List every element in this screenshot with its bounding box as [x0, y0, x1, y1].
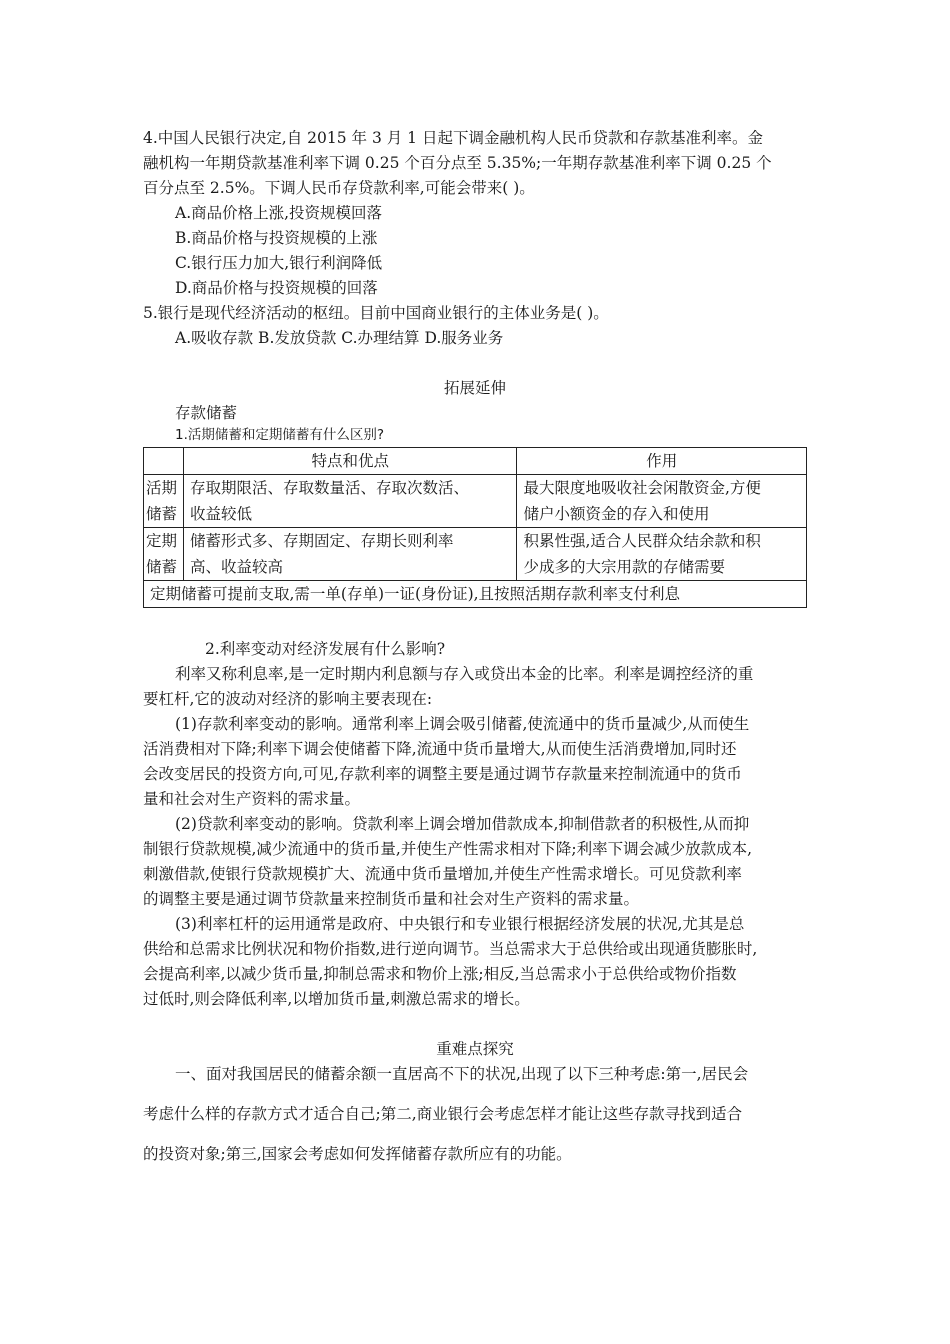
paragraph-2-line: 刺激借款,使银行贷款规模扩大、流通中货币量增加,并使生产性需求增长。可见贷款利率 [143, 865, 742, 883]
subquestion-1: 1.活期储蓄和定期储蓄有什么区别? [175, 427, 385, 443]
paragraph-2-line: (2)贷款利率变动的影响。贷款利率上调会增加借款成本,抑制借款者的积极性,从而抑 [175, 815, 750, 833]
row-label: 定期 储蓄 [144, 528, 184, 581]
paragraph-2-line: 制银行贷款规模,减少流通中的货币量,并使生产性需求相对下降;利率下调会减少放款成本, [143, 840, 753, 858]
paragraph-3-line: 供给和总需求比例状况和物价指数,进行逆向调节。当总需求大于总供给或出现通货膨胀时, [143, 940, 758, 958]
table-header-cell: 作用 [517, 448, 807, 475]
table-header-cell [144, 448, 184, 475]
q4-option-c: C.银行压力加大,银行利润降低 [175, 254, 383, 272]
section-heading-extension: 拓展延伸 [443, 379, 506, 397]
q4-stem-line-1: 4.中国人民银行决定,自 2015 年 3 月 1 日起下调金融机构人民币贷款和存款基准利率。金 [143, 129, 763, 147]
q5-options: A.吸收存款 B.发放贷款 C.办理结算 D.服务业务 [175, 329, 504, 347]
section-heading-keypoints: 重难点探究 [436, 1040, 514, 1058]
paragraph-intro-line: 要杠杆,它的波动对经济的影响主要表现在: [143, 690, 433, 708]
q4-option-a: A.商品价格上涨,投资规模回落 [175, 204, 383, 222]
q4-stem-line-3: 百分点至 2.5%。下调人民币存贷款利率,可能会带来( )。 [143, 179, 535, 197]
paragraph-1-line: 量和社会对生产资料的需求量。 [143, 790, 361, 808]
table-row [144, 475, 807, 528]
paragraph-1-line: 会改变居民的投资方向,可见,存款利率的调整主要是通过调节存款量来控制流通中的货币 [143, 765, 742, 783]
table-note: 定期储蓄可提前支取,需一单(存单)一证(身份证),且按照活期存款利率支付利息 [144, 581, 807, 608]
paragraph-3-line: 会提高利率,以减少货币量,抑制总需求和物价上涨;相反,当总需求小于总供给或物价指数 [143, 965, 737, 983]
q4-stem-line-2: 融机构一年期贷款基准利率下调 0.25 个百分点至 5.35%;一年期存款基准利率下调 0.25 个 [143, 154, 772, 172]
q5-stem: 5.银行是现代经济活动的枢纽。目前中国商业银行的主体业务是( )。 [143, 304, 609, 322]
paragraph-3-line: 过低时,则会降低利率,以增加货币量,刺激总需求的增长。 [143, 990, 530, 1008]
row-label: 活期 储蓄 [144, 475, 184, 528]
q4-option-b: B.商品价格与投资规模的上涨 [175, 229, 378, 247]
paragraph-intro-line: 利率又称利息率,是一定时期内利息额与存入或贷出本金的比率。利率是调控经济的重 [175, 665, 754, 683]
topic-title: 存款储蓄 [175, 404, 238, 422]
paragraph-1-line: 活消费相对下降;利率下调会使储蓄下降,流通中货币量增大,从而使生活消费增加,同时还 [143, 740, 737, 758]
savings-comparison-table [143, 447, 807, 608]
table-cell-feature: 存取期限活、存取数量活、存取次数活、 收益较低 [183, 475, 516, 528]
table-note-row [144, 581, 807, 608]
q4-option-d: D.商品价格与投资规模的回落 [175, 279, 378, 297]
table-header-cell: 特点和优点 [183, 448, 516, 475]
keypoints-line: 考虑什么样的存款方式才适合自己;第二,商业银行会考虑怎样才能让这些存款寻找到适合 [143, 1105, 743, 1123]
keypoints-line: 一、面对我国居民的储蓄余额一直居高不下的状况,出现了以下三种考虑:第一,居民会 [175, 1065, 749, 1083]
table-header-row [144, 448, 807, 475]
paragraph-2-line: 的调整主要是通过调节贷款量来控制货币量和社会对生产资料的需求量。 [143, 890, 640, 908]
table-cell-effect: 积累性强,适合人民群众结余款和积 少成多的大宗用款的存储需要 [517, 528, 807, 581]
paragraph-1-line: (1)存款利率变动的影响。通常利率上调会吸引储蓄,使流通中的货币量减少,从而使生 [175, 715, 750, 733]
table-cell-effect: 最大限度地吸收社会闲散资金,方便 储户小额资金的存入和使用 [517, 475, 807, 528]
table-row [144, 528, 807, 581]
subquestion-2: 2.利率变动对经济发展有什么影响? [205, 640, 446, 658]
table-cell-feature: 储蓄形式多、存期固定、存期长则利率 高、收益较高 [183, 528, 516, 581]
keypoints-line: 的投资对象;第三,国家会考虑如何发挥储蓄存款所应有的功能。 [143, 1145, 572, 1163]
paragraph-3-line: (3)利率杠杆的运用通常是政府、中央银行和专业银行根据经济发展的状况,尤其是总 [175, 915, 745, 933]
